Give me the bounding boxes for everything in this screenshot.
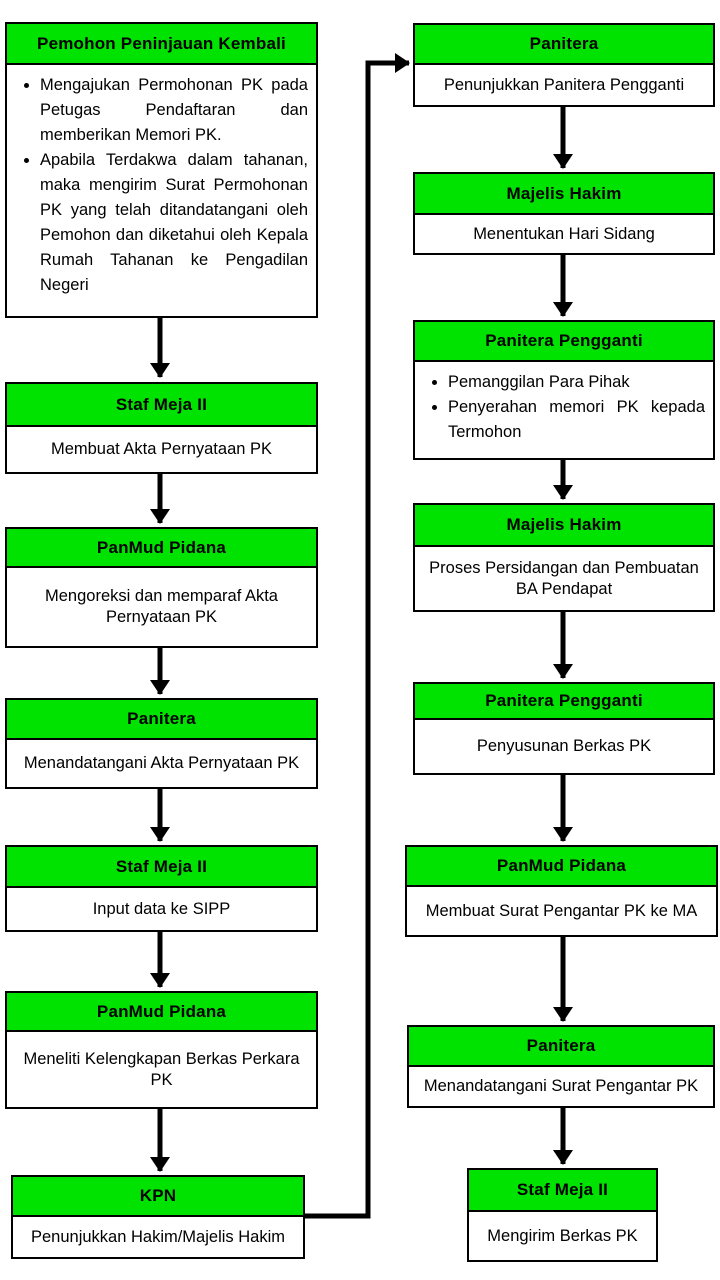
box-header: Panitera Pengganti	[413, 320, 715, 362]
flow-box-pemohon-peninjauan-kembali	[5, 22, 318, 318]
box-header: Panitera Pengganti	[413, 682, 715, 720]
connector-kpn-to-panitera	[305, 63, 409, 1216]
flow-box-panitera-tandatangan-akta	[5, 698, 318, 789]
box-body: Menandatangani Akta Pernyataan PK	[5, 740, 318, 789]
box-header: Staf Meja II	[5, 845, 318, 888]
box-header: Majelis Hakim	[413, 503, 715, 547]
bullet-item: • Penyerahan memori PK kepada Termohon	[448, 395, 705, 445]
flow-box-panmud-pidana-surat	[405, 845, 718, 937]
flow-box-staf-meja-2-akta	[5, 382, 318, 474]
box-body: Mengoreksi dan memparaf Akta Pernyataan PK	[5, 568, 318, 648]
box-body: Membuat Surat Pengantar PK ke MA	[405, 887, 718, 937]
box-header: PanMud Pidana	[5, 991, 318, 1032]
box-body: Menandatangani Surat Pengantar PK	[407, 1067, 715, 1108]
box-body: Meneliti Kelengkapan Berkas Perkara PK	[5, 1032, 318, 1109]
box-header: Pemohon Peninjauan Kembali	[5, 22, 318, 65]
box-header: Panitera	[413, 23, 715, 65]
flow-box-panitera-pengganti-pemanggilan	[413, 320, 715, 460]
box-body: Membuat Akta Pernyataan PK	[5, 427, 318, 474]
flow-box-panitera-penunjukkan-pp	[413, 23, 715, 107]
box-body: Menentukan Hari Sidang	[413, 215, 715, 255]
box-body: Mengirim Berkas PK	[467, 1212, 658, 1262]
box-header: Staf Meja II	[467, 1168, 658, 1212]
box-body: Penunjukkan Hakim/Majelis Hakim	[11, 1217, 305, 1259]
box-header: Panitera	[407, 1025, 715, 1067]
box-body: Penunjukkan Panitera Pengganti	[413, 65, 715, 107]
flow-box-majelis-hakim-persidangan	[413, 503, 715, 612]
flow-box-panitera-surat	[407, 1025, 715, 1108]
box-body: Input data ke SIPP	[5, 888, 318, 932]
bullet-item: • Apabila Terdakwa dalam tahanan, maka mengirim Surat Permohonan PK yang telah ditandatangani oleh Pemohon dan diketahui oleh Kepala Rumah Tahanan ke Pengadilan Negeri	[40, 148, 308, 298]
box-header: Staf Meja II	[5, 382, 318, 427]
bullet-item: • Mengajukan Permohonan PK pada Petugas Pendaftaran dan memberikan Memori PK.	[40, 73, 308, 148]
box-header: Majelis Hakim	[413, 172, 715, 215]
box-header: PanMud Pidana	[405, 845, 718, 887]
box-body: Proses Persidangan dan Pembuatan BA Pendapat	[413, 547, 715, 612]
flow-box-staf-meja-2-kirim	[467, 1168, 658, 1262]
flow-box-majelis-hakim-sidang	[413, 172, 715, 255]
box-header: Panitera	[5, 698, 318, 740]
bullet-item: • Pemanggilan Para Pihak	[448, 370, 705, 395]
flow-box-panmud-pidana-berkas	[5, 991, 318, 1109]
flow-box-panmud-pidana-koreksi	[5, 527, 318, 648]
bullet-list	[423, 370, 705, 445]
box-body: Penyusunan Berkas PK	[413, 720, 715, 775]
box-header: KPN	[11, 1175, 305, 1217]
flow-box-panitera-pengganti-berkas	[413, 682, 715, 775]
bullet-list	[15, 73, 308, 298]
flow-box-kpn	[11, 1175, 305, 1259]
flow-box-staf-meja-2-sipp	[5, 845, 318, 932]
box-body	[413, 362, 715, 460]
box-header: PanMud Pidana	[5, 527, 318, 568]
box-body	[5, 65, 318, 318]
